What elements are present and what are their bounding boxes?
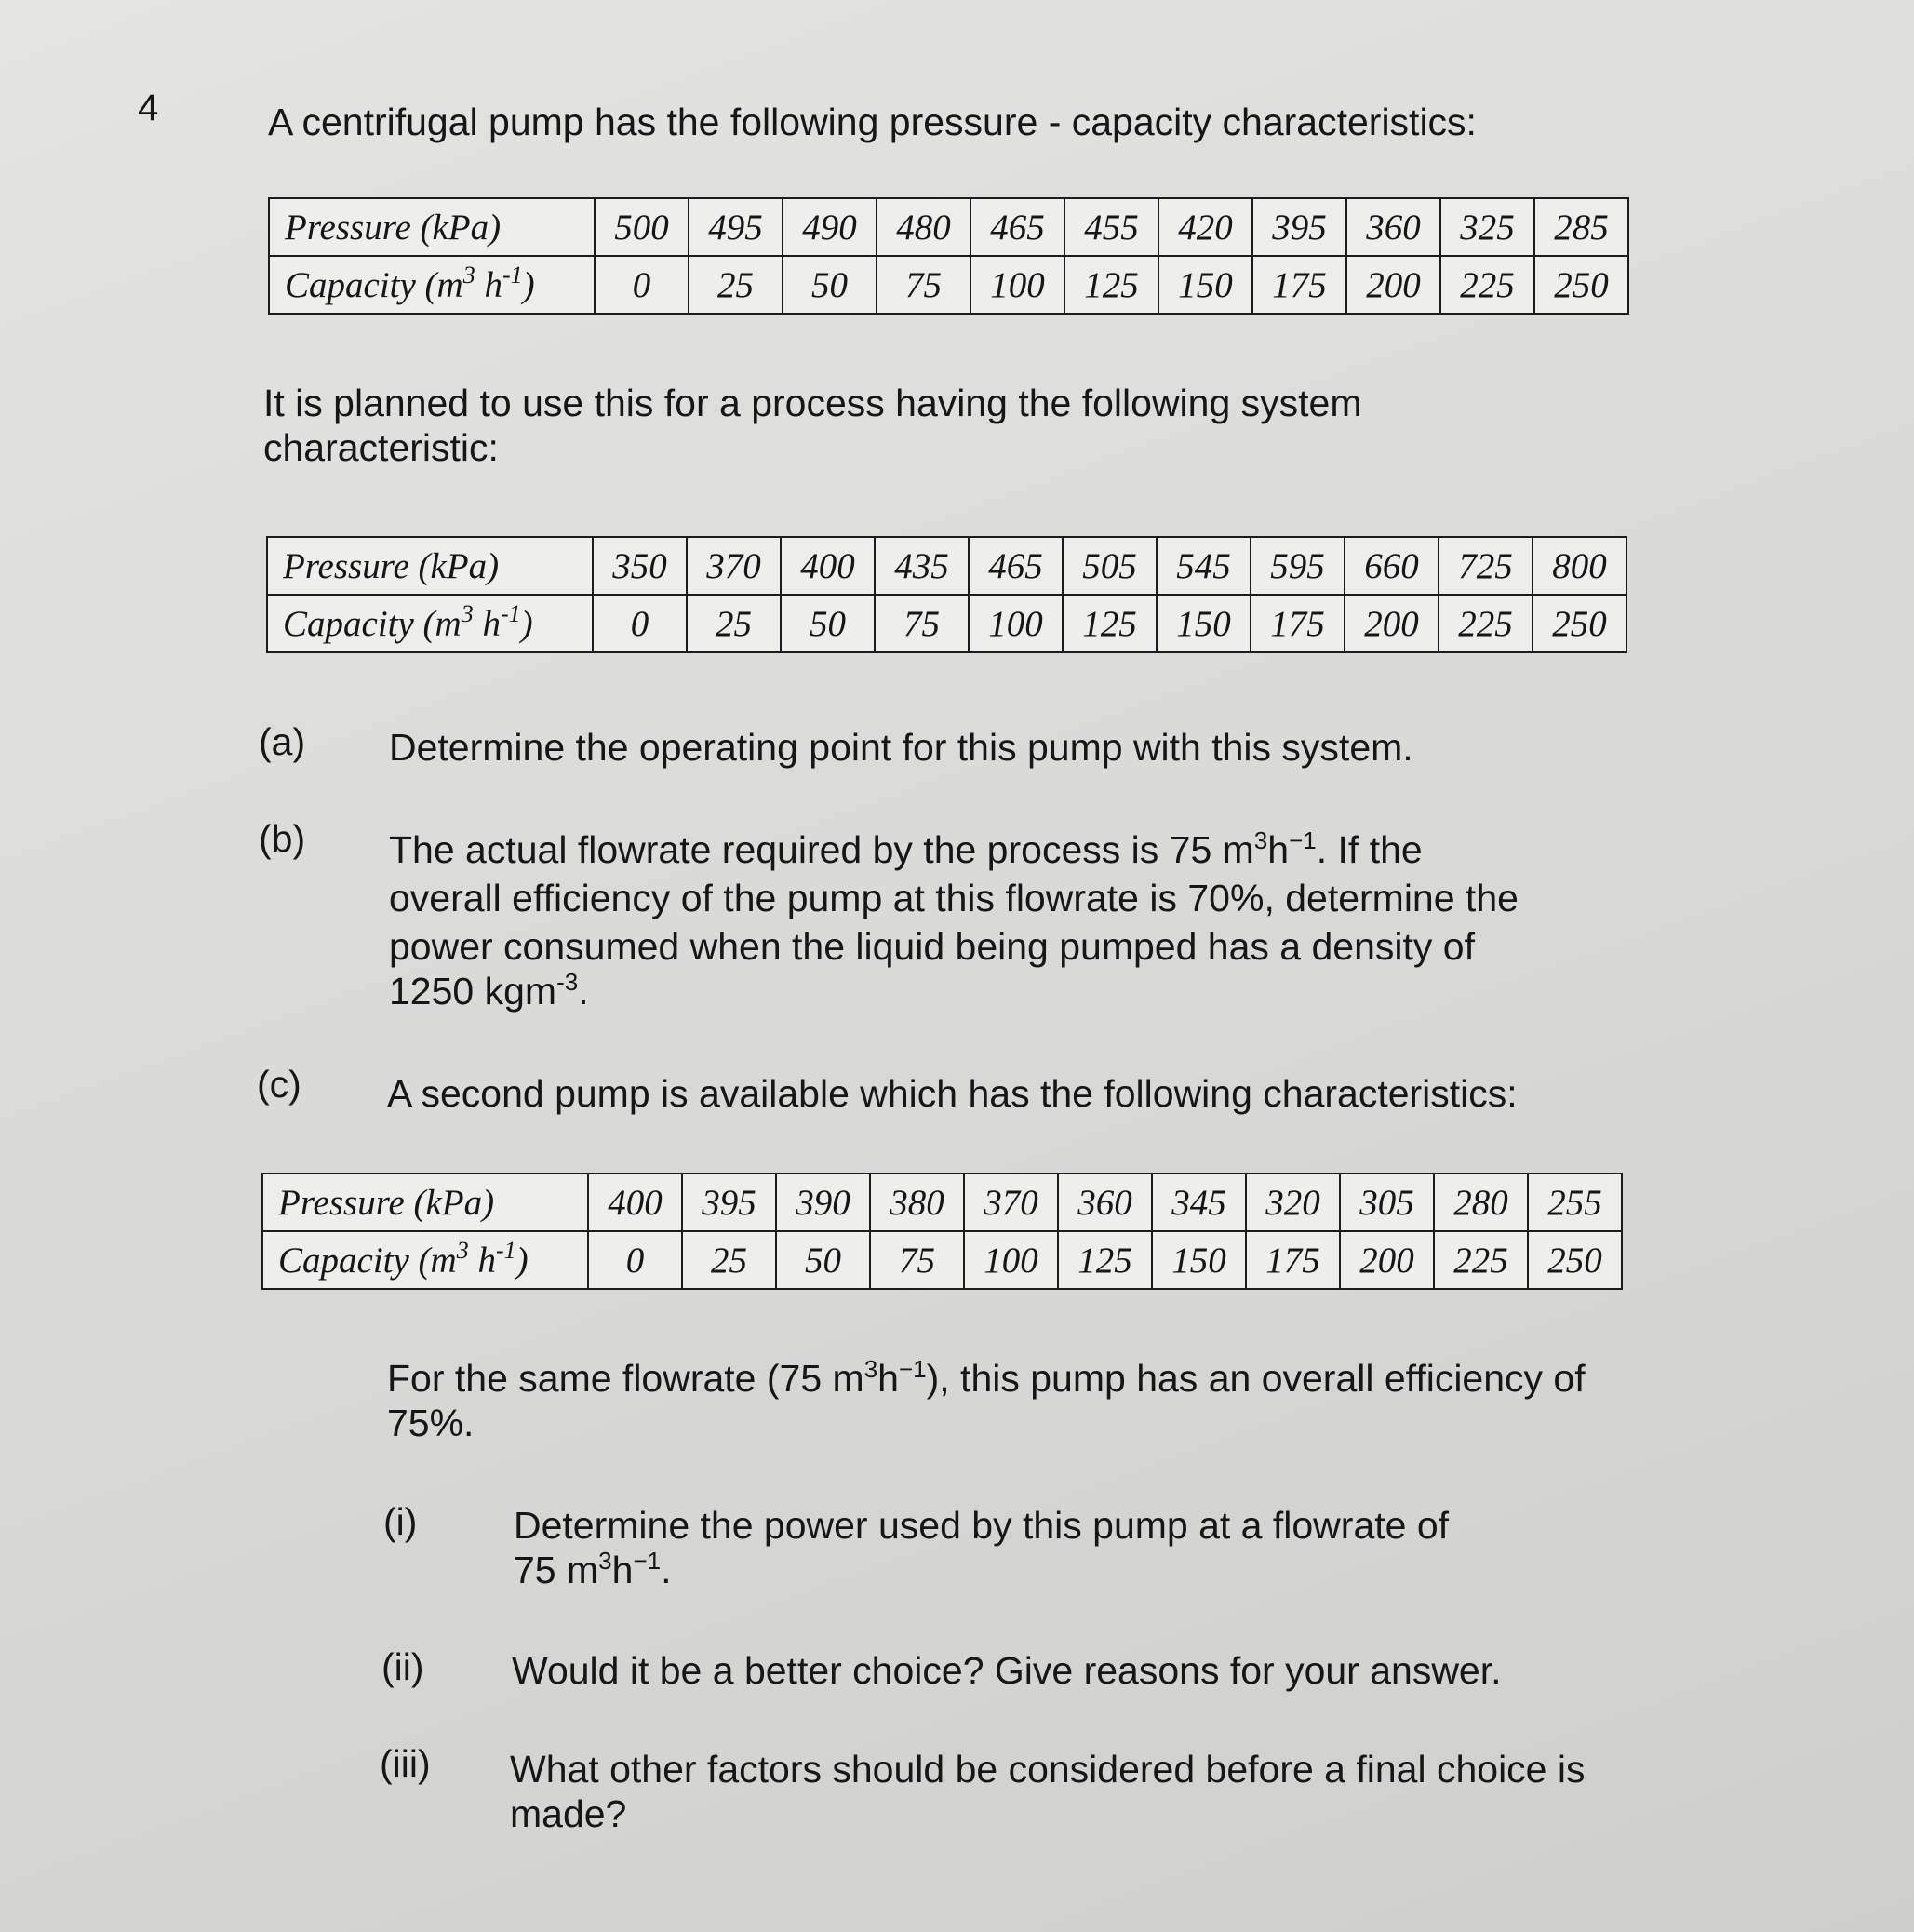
pump1-capacity-cell: 0 <box>595 256 689 314</box>
system-capacity-cell: 225 <box>1439 595 1533 652</box>
pump2-pressure-cell: 345 <box>1152 1174 1246 1231</box>
pump2-table <box>261 1173 1623 1290</box>
pump2-pressure-row <box>262 1174 1622 1231</box>
pump1-pressure-cell: 490 <box>783 198 877 256</box>
pump2-capacity-cell: 50 <box>776 1231 870 1289</box>
sub-i-line1: Determine the power used by this pump at a flowrate of <box>514 1504 1450 1547</box>
pump2-capacity-cell: 0 <box>588 1231 682 1289</box>
system-pressure-cell: 370 <box>687 537 781 595</box>
pump1-pressure-cell: 395 <box>1252 198 1346 256</box>
pump1-capacity-cell: 100 <box>970 256 1064 314</box>
pump1-capacity-cell: 125 <box>1064 256 1158 314</box>
pump2-capacity-row <box>262 1231 1622 1289</box>
pump1-pressure-cell: 285 <box>1534 198 1628 256</box>
system-intro-line1: It is planned to use this for a process having the following system <box>263 382 1362 424</box>
system-pressure-cell: 505 <box>1063 537 1157 595</box>
pump1-capacity-cell: 225 <box>1440 256 1534 314</box>
system-pressure-cell: 545 <box>1157 537 1251 595</box>
sub-iii-line2: made? <box>510 1792 627 1835</box>
pump2-capacity-cell: 200 <box>1340 1231 1434 1289</box>
system-capacity-cell: 50 <box>781 595 875 652</box>
pump2-capacity-header: Capacity ($m^3$ $h^{-1}$) <box>262 1231 588 1289</box>
sub-ii-text: Would it be a better choice? Give reasons for your answer. <box>512 1649 1502 1692</box>
pump2-pressure-cell: 255 <box>1528 1174 1622 1231</box>
system-pressure-cell: 660 <box>1345 537 1439 595</box>
pump2-pressure-cell: 280 <box>1434 1174 1528 1231</box>
pump2-pressure-cell: 305 <box>1340 1174 1434 1231</box>
sub-i-label: (i) <box>383 1500 418 1543</box>
system-capacity-cell: 175 <box>1251 595 1345 652</box>
system-pressure-cell: 400 <box>781 537 875 595</box>
pump1-pressure-cell: 500 <box>595 198 689 256</box>
system-capacity-cell: 200 <box>1345 595 1439 652</box>
system-table <box>266 536 1627 653</box>
system-intro-line2: characteristic: <box>263 426 499 469</box>
system-pressure-cell: 465 <box>969 537 1063 595</box>
part-c-label: (c) <box>257 1063 301 1106</box>
pump2-pressure-cell: 380 <box>870 1174 964 1231</box>
system-capacity-cell: 125 <box>1063 595 1157 652</box>
system-pressure-cell: 350 <box>593 537 687 595</box>
pump2-pressure-cell: 390 <box>776 1174 870 1231</box>
same-flow-line1: For the same flowrate (75 $m^3h^{-1}$), this pump has an overall efficiency of <box>387 1355 1586 1400</box>
sub-iii-label: (iii) <box>380 1742 431 1785</box>
pump2-capacity-cell: 250 <box>1528 1231 1622 1289</box>
pump1-capacity-cell: 150 <box>1158 256 1252 314</box>
part-b-line2: overall efficiency of the pump at this flowrate is 70%, determine the <box>389 877 1519 919</box>
pump1-capacity-row <box>269 256 1628 314</box>
pump1-pressure-cell: 480 <box>877 198 970 256</box>
pump2-capacity-cell: 225 <box>1434 1231 1528 1289</box>
pump2-pressure-cell: 360 <box>1058 1174 1152 1231</box>
system-pressure-cell: 800 <box>1533 537 1626 595</box>
part-c-text: A second pump is available which has the following characteristics: <box>387 1072 1518 1115</box>
pump1-pressure-cell: 360 <box>1346 198 1440 256</box>
pump1-capacity-cell: 175 <box>1252 256 1346 314</box>
pump1-pressure-cell: 495 <box>689 198 783 256</box>
question-intro: A centrifugal pump has the following pressure - capacity characteristics: <box>268 101 1477 143</box>
sub-ii-label: (ii) <box>381 1645 424 1688</box>
pump2-pressure-cell: 320 <box>1246 1174 1340 1231</box>
system-pressure-row <box>267 537 1626 595</box>
pump2-pressure-cell: 400 <box>588 1174 682 1231</box>
pump2-capacity-cell: 150 <box>1152 1231 1246 1289</box>
system-capacity-cell: 100 <box>969 595 1063 652</box>
pump2-capacity-cell: 75 <box>870 1231 964 1289</box>
pump1-capacity-cell: 250 <box>1534 256 1628 314</box>
system-capacity-cell: 75 <box>875 595 969 652</box>
part-a-label: (a) <box>259 720 306 763</box>
system-pressure-header: Pressure (kPa) <box>267 537 593 595</box>
question-number: 4 <box>138 87 159 128</box>
pump2-capacity-cell: 100 <box>964 1231 1058 1289</box>
sub-i-line2: 75 $m^3h^{-1}$. <box>514 1547 672 1591</box>
part-a-text: Determine the operating point for this pump with this system. <box>389 726 1413 769</box>
pump1-pressure-row <box>269 198 1628 256</box>
pump2-pressure-cell: 370 <box>964 1174 1058 1231</box>
sub-iii-line1: What other factors should be considered before a final choice is <box>510 1748 1586 1791</box>
pump2-pressure-cell: 395 <box>682 1174 776 1231</box>
same-flow-line2: 75%. <box>387 1402 475 1444</box>
system-pressure-cell: 435 <box>875 537 969 595</box>
system-capacity-cell: 25 <box>687 595 781 652</box>
pump1-pressure-cell: 325 <box>1440 198 1534 256</box>
system-capacity-cell: 250 <box>1533 595 1626 652</box>
pump1-capacity-cell: 50 <box>783 256 877 314</box>
pump1-capacity-cell: 75 <box>877 256 970 314</box>
pump1-pressure-cell: 465 <box>970 198 1064 256</box>
pump1-table <box>268 197 1629 315</box>
system-capacity-cell: 0 <box>593 595 687 652</box>
pump2-capacity-cell: 175 <box>1246 1231 1340 1289</box>
pump2-pressure-header: Pressure (kPa) <box>262 1174 588 1231</box>
pump2-capacity-cell: 125 <box>1058 1231 1152 1289</box>
system-pressure-cell: 725 <box>1439 537 1533 595</box>
part-b-line3: power consumed when the liquid being pumped has a density of <box>389 925 1475 968</box>
part-b-line4: 1250 kgm$^{-3}$. <box>389 968 589 1013</box>
system-capacity-header: Capacity ($m^3$ $h^{-1}$) <box>267 595 593 652</box>
pump1-pressure-header: Pressure (kPa) <box>269 198 595 256</box>
part-b-line1: The actual flowrate required by the process is 75 $m^3h^{-1}$. If the <box>389 826 1423 871</box>
pump2-capacity-cell: 25 <box>682 1231 776 1289</box>
system-pressure-cell: 595 <box>1251 537 1345 595</box>
pump1-pressure-cell: 420 <box>1158 198 1252 256</box>
pump1-capacity-header: Capacity ($m^3$ $h^{-1}$) <box>269 256 595 314</box>
pump1-capacity-cell: 25 <box>689 256 783 314</box>
pump1-capacity-cell: 200 <box>1346 256 1440 314</box>
pump1-pressure-cell: 455 <box>1064 198 1158 256</box>
system-capacity-cell: 150 <box>1157 595 1251 652</box>
part-b-label: (b) <box>259 817 306 860</box>
system-capacity-row <box>267 595 1626 652</box>
